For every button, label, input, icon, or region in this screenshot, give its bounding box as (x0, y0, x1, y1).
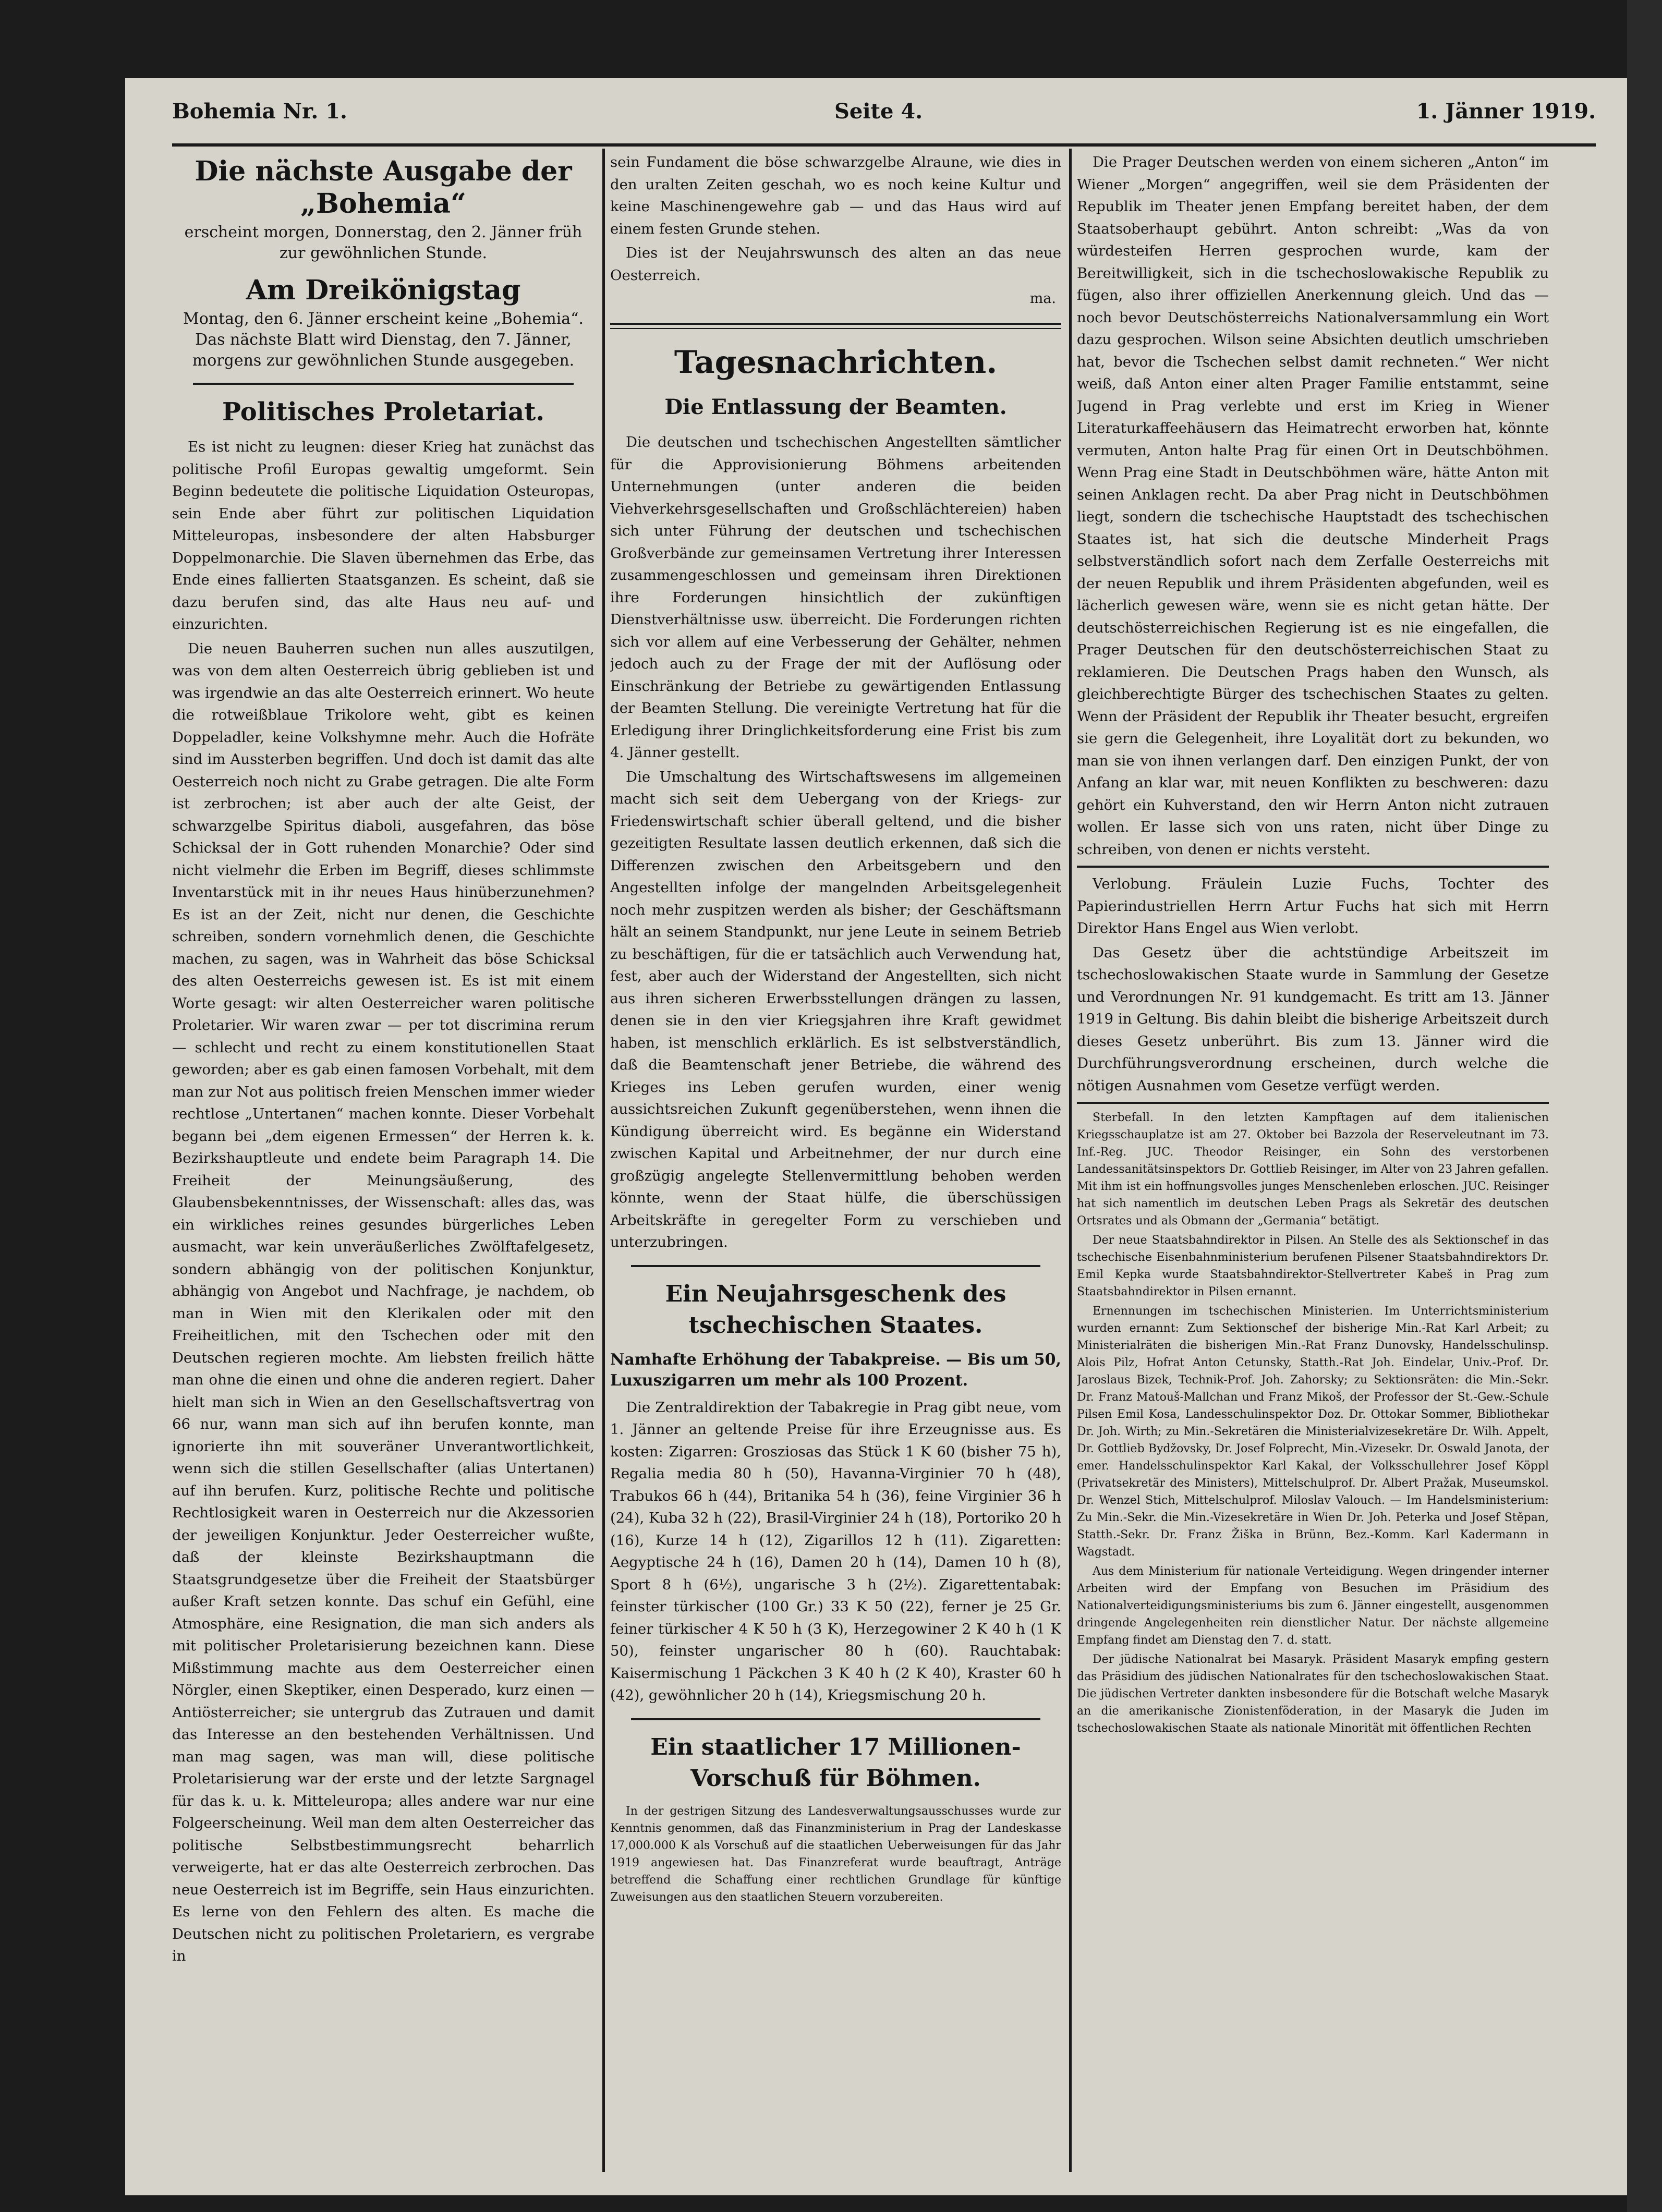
separator (1077, 1102, 1549, 1104)
newspaper-page (125, 78, 1627, 2195)
separator (193, 383, 574, 385)
article-paragraph: Es ist nicht zu leugnen: dieser Krieg hat zunächst das politische Profil Europas gewaltig umgeformt. Sein Beginn bedeutete die politische Liquidation Osteuropas, sein Ende aber führt zur politischen Liquidation Mitteleuropas, insbesondere der alten Habsburger Doppelmonarchie. Die Slaven übernehmen das Erbe, das Ende eines fallierten Staatsganzen. Es scheint, daß sie dazu berufen sind, das alte Haus neu auf- und einzurichten. (172, 439, 595, 633)
article-engagement: Verlobung. Fräulein Luzie Fuchs, Tochter des Papierindustriellen Herrn Artur Fuchs hat sich mit Herrn Direktor Hans Engel aus Wien verlobt. (1077, 876, 1549, 937)
notice-next-issue-title: Die nächste Ausgabe der „Bohemia“ (195, 155, 572, 220)
news-item-defense-ministry: Aus dem Ministerium für nationale Verteidigung. Wegen dringender interner Arbeiten wird der Empfang von Besuchen im Präsidium des Nationalverteidigungsministeriums bis zum 6. Jänner eingestellt, ausgenommen dringende Angelegenheiten rein dienstlicher Natur. Der nächste allgemeine Empfang findet am Dienstag den 7. d. statt. (1077, 1565, 1549, 1647)
column-rule-2 (1069, 149, 1072, 2172)
header-issue: Bohemia Nr. 1. (172, 99, 347, 124)
article-paragraph: Die deutschen und tschechischen Angestellten sämtlicher für die Approvisionierung Böhmens arbeitenden Unternehmungen (unter anderen die beiden Viehverkehrsgesellschaften und Großschlächtereien) haben sich unter Führung der deutschen und tschechischen Großverbände zur gemeinsamen Vertretung ihrer Interessen zusammengeschlossen und gemeinsam ihren Direktionen ihre Forderungen hinsichtlich der zukünftigen Dienstverhältnisse usw. überreicht. Die Forderungen richten sich vor allem auf eine Verbesserung der Gehälter, nehmen jedoch auch zu der Frage der mit der Auflösung oder Einschränkung der Betriebe zu gewärtigenden Entlassung der Beamten Stellung. Die vereinigte Vertretung hat für die Erledigung ihrer Dringlichkeitsforderung eine Frist bis zum 4. Jänner gestellt. (610, 434, 1061, 761)
header-rule (172, 143, 1596, 147)
notice-holiday-text: Montag, den 6. Jänner erscheint keine „Bohemia“. Das nächste Blatt wird Dienstag, den 7. Jänner, morgens zur gewöhnlichen Stunde ausgegeben. (183, 310, 584, 370)
article-title-political-proletariat: Politisches Proletariat. (222, 397, 545, 427)
news-item-death: Sterbefall. In den letzten Kampftagen auf dem italienischen Kriegsschauplatze ist am 27. Oktober bei Bazzola der Reserveleutnant im 73. Inf.-Reg. JUC. Theodor Reisinger, ein Sohn des verstorbenen Landessanitätsinspektors Dr. Gottlieb Reisinger, im Alter von 23 Jahren gefallen. Mit ihm ist ein hoffnungsvolles junges Menschenleben erloschen. JUC. Reisinger hat sich namentlich im deutschen Leben Prags als Sekretär des deutschen Ortsrates und als Obmann der „Germania“ betätigt. (1077, 1111, 1549, 1227)
article-title-tobacco: Ein Neujahrsgeschenk des tschechischen Staates. (665, 1280, 1006, 1339)
article-paragraph: Die Umschaltung des Wirtschaftswesens im allgemeinen macht sich seit dem Uebergang von der Kriegs- zur Friedenswirtschaft schier überall geltend, und die bisher gezeitigten Resultate lassen deutlich erkennen, daß sich die Differenzen zwischen den Arbeitsgebern und den Angestellten infolge der mangelnden Arbeitsgelegenheit noch mehr zuspitzen werden als bisher; der Geschäftsmann hält an seinem Standpunkt, nur jene Leute in seinem Betrieb zu beschäftigen, für die er tatsächlich auch Verwendung hat, fest, aber auch der Widerstand der Angestellten, sich nicht aus ihren sicheren Erwerbsstellungen drängen zu lassen, denen sie in den vier Kriegsjahren ihre Kraft gewidmet haben, ist menschlich erklärlich. Es ist selbstverständlich, daß die Beamtenschaft jener Betriebe, die während des Krieges ins Leben gerufen wurden, einer wenig aussichtsreichen Zukunft gegenüberstehen, wenn ihnen die Kündigung überreicht wird. Es begänne ein Widerstand zwischen Kapital und Arbeitnehmer, der nur durch eine großzügig angelegte Stellenvermittlung behoben werden könnte, wenn der Staat hülfe, die überschüssigen Arbeitskräfte in geregelter Form zu verschieben und unterzubringen. (610, 768, 1061, 1250)
article-lead-tobacco: Namhafte Erhöhung der Tabakpreise. — Bis um 50, Luxuszigarren um mehr als 100 Prozent. (610, 1350, 1061, 1390)
news-item-railway-director: Der neue Staatsbahndirektor in Pilsen. An Stelle des als Sektionschef in das tschechische Eisenbahnministerium berufenen Pilsener Staatsbahndirektors Dr. Emil Kepka wurde Staatsbahndirektor-Stellvertreter Kabeš in Prag zum Staatsbahndirektor in Pilsen ernannt. (1077, 1234, 1549, 1298)
separator (631, 1265, 1040, 1267)
article-continuation: sein Fundament die böse schwarzgelbe Alraune, wie dies in den uralten Zeiten geschah, wo es noch keine Kultur und keine Maschinengewehre gab — und das Haus wird auf einem festen Grunde stehen. (610, 154, 1061, 237)
news-item-appointments: Ernennungen im tschechischen Ministerien. Im Unterrichtsministerium wurden ernannt: Zum Sektionschef der bisherige Min.-Rat Karl Arbeit; zu Ministerialräten die bisherigen Min.-Rat Franz Dunovsky, Handelsschulinsp. Alois Pilz, Hofrat Anton Cetunsky, Statth.-Rat Joh. Eindelar, Univ.-Prof. Dr. Jaroslaus Bizek, Technik-Prof. Joh. Zahorsky; zu Sektionsräten: die Min.-Sekr. Dr. Franz Matouš-Mallchan und Franz Mikoš, der Professor der St.-Gew.-Schule Pilsen Emil Kosa, Landesschulinspektor Doz. Dr. Ottokar Sommer, Bibliothekar Dr. Joh. Wirth; zu Min.-Sekretären die Ministerialvizesekretäre Dr. Wilh. Appelt, Dr. Gottlieb Bydžovsky, Dr. Josef Folprecht, Min.-Vizesekr. Dr. Oswald Janota, der emer. Handelsschulinspektor Karl Kakal, der Volksschullehrer Josef Köppl (Privatsekretär des Ministers), Mittelschulprof. Dr. Albert Pražak, Museumskol. Dr. Wenzel Stich, Mittelschulprof. Miloslav Valouch. — Im Handelsministerium: Zu Min.-Sekr. die Min.-Vizesekretäre in Wien Dr. Joh. Peterka und Josef Stěpan, Statth.-Sekr. Dr. Franz Žiška in Brünn, Bez.-Komm. Karl Kadermann in Wagstadt. (1077, 1305, 1549, 1559)
new-year-wish: Dies ist der Neujahrswunsch des alten an das neue Oesterreich. (610, 245, 1061, 284)
section-title-daily-news: Tagesnachrichten. (674, 344, 998, 381)
column-rule-1 (602, 149, 605, 2172)
running-header (172, 99, 1596, 146)
article-title-advance: Ein staatlicher 17 Millionen-Vorschuß für Böhmen. (650, 1733, 1021, 1792)
article-paragraph: Die neuen Bauherren suchen nun alles auszutilgen, was von dem alten Oesterreich übrig geblieben ist und was irgendwie an das alte Oesterreich erinnert. Wo heute die rotweißblaue Trikolore weht, gibt es keinen Doppeladler, keine Volkshymne mehr. Auch die Hofräte sind im Aussterben begriffen. Und doch ist damit das alte Oesterreich noch nicht zu Grabe getragen. Die alte Form ist zerbrochen; ist aber auch der alte Geist, der schwarzgelbe Spiritus diaboli, ausgefahren, das böse Schicksal der in Gott ruhenden Monarchie? Oder sind nicht vielmehr die Erben im Begriff, dieses schlimmste Inventarstück mit in ihr neues Haus hinüberzunehmen? Es ist an der Zeit, nicht nur denen, die Geschichte schreiben, sondern vornehmlich denen, die Geschichte machen, zu sagen, was in Wahrheit das böse Schicksal des alten Oesterreichs gewesen ist. Es ist mit einem Worte gesagt: wir alten Oesterreicher waren politische Proletarier. Wir waren zwar — per tot discrimina rerum — schlecht und recht zu einem konstitutionellen Staat geworden; aber es gab einen famosen Vorbehalt, mit dem man zur Not aus politisch freien Menschen immer wieder rechtlose „Untertanen“ machen konnte. Dieser Vorbehalt begann bei „dem eigenen Ermessen“ der Herren k. k. Bezirkshauptleute und endete beim Paragraph 14. Die Freiheit der Meinungsäußerung, des Glaubensbekenntnisses, der Wissenschaft: alles das, was ein wirkliches reines gesundes bürgerliches Leben ausmacht, war kein unveräußerliches Zwölftafelgesetz, sondern abhängig von der politischen Konjunktur, abhängig von Angebot und Nachfrage, je nachdem, ob man in Wien mit den Klerikalen oder mit den Freiheitlichen, mit den Tschechen oder mit den Deutschen regieren mochte. Am liebsten freilich hätte man ohne die einen und ohne die anderen regiert. Daher hielt man sich in Wien an den Gesellschaftsvertrag von 66 nur, wann man sich auf ihn berufen konnte, man ignorierte ihn mit souveräner Unverantwortlichkeit, wenn sich die stillen Gesellschafter (alias Untertanen) auf ihn berufen. Kurz, politische Rechte und politische Rechtlosigkeit waren in Oesterreich nur die Akzessorien der jeweiligen Konjunktur. Jeder Oesterreicher wußte, daß der kleinste Bezirkshauptmann die Staatsgrundgesetze über die Freiheit der Staatsbürger außer Kraft setzen konnte. Das schuf ein Gefühl, eine Atmosphäre, eine Resignation, die man sich anders als mit politischer Proletarisierung bezeichnen kann. Diese Mißstimmung machte aus dem Oesterreicher einen Nörgler, einen Skeptiker, einen Desperado, kurz einen — Antiösterreicher; sie untergrub das Zutrauen und damit das Interesse an den bestehenden Verhältnissen. Und man mag sagen, was man will, diese politische Proletarisierung war der erste und der letzte Sargnagel für das k. u. k. Mitteleuropa; alles andere war nur eine Folgeerscheinung. Weil man dem alten Oesterreicher das politische Selbstbestimmungsrecht beharrlich verweigerte, hat er das alte Oesterreich zerbrochen. Das neue Oesterreich ist im Begriffe, sein Haus einzurichten. Es lerne von den Fehlern des alten. Es mache die Deutschen nicht zu politischen Proletariern, es vergrabe in (172, 640, 595, 1964)
separator (1077, 866, 1549, 868)
column-3 (1077, 151, 1549, 2169)
article-eight-hour-law: Das Gesetz über die achtstündige Arbeitszeit im tschechoslowakischen Staate wurde in Sammlung der Gesetze und Verordnungen Nr. 91 kundgemacht. Es tritt am 13. Jänner 1919 in Geltung. Bis dahin bleibt die bisherige Arbeitszeit durch dieses Gesetz unberührt. Bis zum 13. Jänner wird die Durchführungsverordnung erscheinen, durch welche die nötigen Ausnahmen vom Gesetze verfügt werden. (1077, 944, 1549, 1094)
notice-next-issue-text: erscheint morgen, Donnerstag, den 2. Jänner früh zur gewöhnlichen Stunde. (184, 223, 583, 262)
section-separator (610, 323, 1061, 329)
column-1 (172, 151, 595, 2169)
article-prague-germans: Die Prager Deutschen werden von einem sicheren „Anton“ im Wiener „Morgen“ angegriffen, weil sie dem Präsidenten der Republik im Theater jenen Empfang bereitet haben, der dem Staatsoberhaupt gebührt. Anton schreibt: „Was da von würdesteifen Herren gesprochen wurde, kam der Bereitwilligkeit, sich in die tschechoslowakische Republik zu fügen, also ihrer offiziellen Anerkennung gleich. Und das — noch bevor Deutschösterreichs Nationalversammlung ein Wort dazu gesprochen. Wilson seine Absichten deutlich umschrieben hat, bevor die Tschechen selbst damit rechneten.“ Wer nicht weiß, daß Anton einer alten Prager Familie entstammt, seine Jugend in Prag verlebte und erst im Krieg in Wiener Literaturkaffeehäusern das Heimatrecht erworben hat, könnte vermuten, Anton halte Prag für einen Ort in Deutschböhmen. Wenn Prag eine Stadt in Deutschböhmen wäre, hätte Anton mit seinen Anklagen recht. Da aber Prag nicht in Deutschböhmen liegt, sondern die tschechische Hauptstadt des tschechischen Staates ist, hat sich die deutsche Minderheit Prags selbstverständlich sofort nach dem Zerfalle Oesterreichs mit der neuen Republik und ihrem Präsidenten abgefunden, weil es lächerlich gewesen wäre, wenn sie es nicht getan hätte. Der deutschösterreichischen Regierung ist es nie eingefallen, die Prager Deutschen für den deutschösterreichischen Staat zu reklamieren. Die Deutschen Prags haben den Wunsch, als gleichberechtigte Bürger des tschechischen Staates zu gelten. Wenn der Präsident der Republik ihr Theater besucht, ergreifen sie gern die Gelegenheit, ihre Loyalität dort zu bekunden, wo man sie von ihnen verlangen darf. Den einzigen Punkt, der von Anfang an klar war, mit neuen Konflikten zu beschweren: dazu gehört ein Kuhverstand, den wir Herrn Anton nicht zutrauen wollen. Er lasse sich von uns raten, nicht über Dinge zu schreiben, von denen er nichts versteht. (1077, 154, 1549, 858)
article-title-dismissal: Die Entlassung der Beamten. (664, 395, 1007, 419)
scan-edge (1627, 0, 1662, 2212)
separator (631, 1718, 1040, 1720)
article-paragraph: Die Zentraldirektion der Tabakregie in Prag gibt neue, vom 1. Jänner an geltende Preise für ihre Erzeugnisse aus. Es kosten: Zigarren: Grosziosas das Stück 1 K 60 (bisher 75 h), Regalia media 80 h (50), Havanna-Virginier 70 h (48), Trabukos 66 h (44), Britanika 54 h (36), feine Virginier 36 h (24), Kuba 32 h (22), Brasil-Virginier 24 h (18), Portoriko 20 h (16), Kurze 14 h (12), Zigarillos 12 h (11). Zigaretten: Aegyptische 24 h (16), Damen 20 h (14), Damen 10 h (8), Sport 8 h (6½), ungarische 3 h (2½). Zigarettentabak: feinster türkischer (100 Gr.) 33 K 50 (22), ferner je 25 Gr. feiner türkischer 4 K 50 h (3 K), Herzegowiner 2 K 40 h (1 K 50), feinster ungarischer 80 h (60). Rauchtabak: Kaisermischung 1 Päckchen 3 K 40 h (2 K 40), Kraster 60 h (42), gewöhnlicher 20 h (14), Kriegsmischung 20 h. (610, 1399, 1061, 1704)
notice-holiday-title: Am Dreikönigstag (246, 274, 521, 306)
article-paragraph: In der gestrigen Sitzung des Landesverwaltungsausschusses wurde zur Kenntnis genommen, daß das Finanzministerium in Prag der Landeskasse 17,000.000 K als Vorschuß auf die staatlichen Ueberweisungen für das Jahr 1919 angewiesen hat. Das Finanzreferat wurde beauftragt, Anträge betreffend die Schaffung einer rechtlichen Grundlage für künftige Zuweisungen aus den staatlichen Steuern vorzubereiten. (610, 1804, 1061, 1904)
news-item-jewish-council: Der jüdische Nationalrat bei Masaryk. Präsident Masaryk empfing gestern das Präsidium des jüdischen Nationalrates für den tschechoslowakischen Staat. Die jüdischen Vertreter dankten insbesondere für die Botschaft welche Masaryk an die amerikanische Zionistenföderation, in der Masaryk die Juden im tschechoslowakischen Staate als nationale Minorität mit öffentlichen Rechten (1077, 1653, 1549, 1735)
author-signature: ma. (1029, 290, 1056, 307)
header-date: 1. Jänner 1919. (1416, 99, 1596, 124)
header-page-number: Seite 4. (834, 99, 923, 124)
column-2 (610, 151, 1061, 2169)
